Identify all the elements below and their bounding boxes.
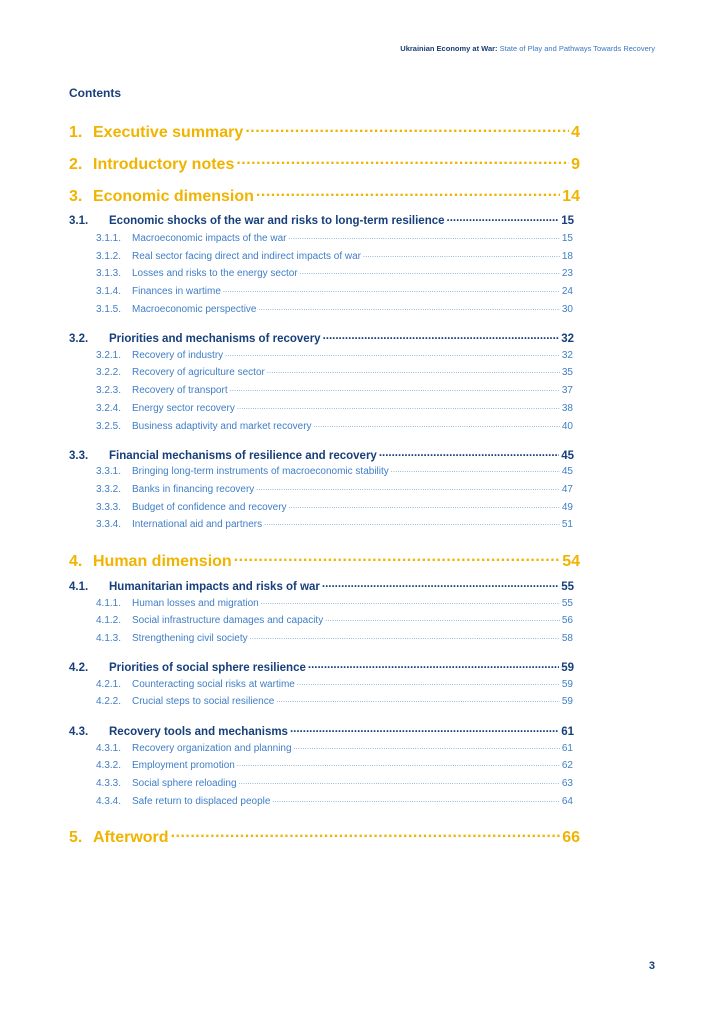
- toc-entry-title: Bringing long-term instruments of macroeconomic stability: [132, 466, 389, 477]
- toc-page-number: 62: [561, 760, 573, 771]
- leader-dots: [300, 269, 560, 276]
- toc-entry-title: Priorities and mechanisms of recovery: [109, 332, 321, 345]
- toc-entry-title: International aid and partners: [132, 519, 263, 530]
- toc-entry-3-3-4[interactable]: 3.3.4. International aid and partners ..... 51: [96, 519, 573, 530]
- toc-page-number: 63: [561, 778, 573, 789]
- toc-entry-title: Executive summary: [93, 124, 244, 141]
- toc-entry-3-1-4[interactable]: 3.1.4. Finances in wartime ..... 24: [96, 286, 573, 297]
- toc-entry-title: Introductory notes: [93, 156, 235, 173]
- toc-page-number: 32: [561, 350, 573, 361]
- toc-entry-3-2-1[interactable]: 3.2.1. Recovery of industry ..... 32: [96, 350, 573, 361]
- toc-entry-3-3-1[interactable]: 3.3.1. Bringing long-term instruments of macroeconomic stability ..... 45: [96, 466, 573, 477]
- toc-entry-economic-dimension[interactable]: 3. Economic dimension ..... 14: [69, 185, 580, 206]
- leader-dots: [308, 659, 559, 671]
- leader-dots: [447, 212, 560, 224]
- toc-entry-title: Crucial steps to social resilience: [132, 696, 275, 707]
- leader-dots: [325, 616, 560, 623]
- leader-dots: [237, 404, 560, 411]
- toc-page-number: 14: [562, 188, 580, 205]
- toc-page-number: 55: [561, 598, 573, 609]
- toc-page-number: 59: [561, 696, 573, 707]
- toc-page-number: 49: [561, 502, 573, 513]
- leader-dots: [267, 368, 560, 375]
- toc-entry-title: Humanitarian impacts and risks of war: [109, 580, 320, 593]
- toc-entry-title: Economic shocks of the war and risks to long-term resilience: [109, 214, 445, 227]
- toc-entry-title: Employment promotion: [132, 760, 235, 771]
- leader-dots: [223, 287, 560, 294]
- leader-dots: [363, 252, 560, 259]
- toc-entry-title: Counteracting social risks at wartime: [132, 679, 295, 690]
- toc-page-number: 47: [561, 484, 573, 495]
- toc-entry-4-3-1[interactable]: 4.3.1. Recovery organization and planning ..... 61: [96, 743, 573, 754]
- toc-page-number: 9: [571, 156, 580, 173]
- toc-entry-3-1-5[interactable]: 3.1.5. Macroeconomic perspective ..... 30: [96, 304, 573, 315]
- toc-page-number: 18: [561, 251, 573, 262]
- leader-dots: [379, 447, 559, 459]
- toc-entry-4-2-1[interactable]: 4.2.1. Counteracting social risks at wartime ..... 59: [96, 679, 573, 690]
- leader-dots: [391, 467, 560, 474]
- toc-entry-introductory-notes[interactable]: 2. Introductory notes ..... 9: [69, 153, 580, 174]
- toc-entry-title: Macroeconomic perspective: [132, 304, 257, 315]
- toc-page-number: 61: [561, 725, 574, 738]
- contents-heading: Contents: [69, 86, 121, 100]
- leader-dots: [256, 185, 560, 201]
- toc-entry-title: Strengthening civil society: [132, 633, 248, 644]
- page-number: 3: [648, 960, 655, 972]
- toc-entry-3-1-1[interactable]: 3.1.1. Macroeconomic impacts of the war ..... 15: [96, 233, 573, 244]
- toc-page-number: 54: [562, 553, 580, 570]
- toc-page-number: 35: [561, 367, 573, 378]
- toc-entry-human-dimension[interactable]: 4. Human dimension ..... 54: [69, 550, 580, 571]
- leader-dots: [322, 578, 559, 590]
- toc-page-number: 15: [561, 233, 573, 244]
- toc-entry-afterword[interactable]: 5. Afterword ..... 66: [69, 826, 580, 847]
- toc-page-number: 37: [561, 385, 573, 396]
- toc-entry-3-2-2[interactable]: 3.2.2. Recovery of agriculture sector ..... 35: [96, 367, 573, 378]
- toc-entry-4-3-4[interactable]: 4.3.4. Safe return to displaced people ..... 64: [96, 796, 573, 807]
- toc-entry-title: Banks in financing recovery: [132, 484, 255, 495]
- leader-dots: [264, 520, 560, 527]
- leader-dots: [276, 697, 560, 704]
- toc-entry-3-2-5[interactable]: 3.2.5. Business adaptivity and market recovery ..... 40: [96, 421, 573, 432]
- leader-dots: [250, 634, 560, 641]
- toc-entry-3-1-2[interactable]: 3.1.2. Real sector facing direct and indirect impacts of war ..... 18: [96, 251, 573, 262]
- toc-entry-title: Energy sector recovery: [132, 403, 235, 414]
- toc-entry-title: Human losses and migration: [132, 598, 259, 609]
- toc-page-number: 15: [561, 214, 574, 227]
- toc-entry-4-3-2[interactable]: 4.3.2. Employment promotion ..... 62: [96, 760, 573, 771]
- toc-entry-title: Social infrastructure damages and capacity: [132, 615, 324, 626]
- toc-entry-4-1-2[interactable]: 4.1.2. Social infrastructure damages and capacity ..... 56: [96, 615, 573, 626]
- toc-page-number: 61: [561, 743, 573, 754]
- toc-entry-title: Real sector facing direct and indirect impacts of war: [132, 251, 361, 262]
- toc-entry-title: Financial mechanisms of resilience and recovery: [109, 449, 377, 462]
- toc-entry-4-1[interactable]: 4.1. Humanitarian impacts and risks of war ..... 55: [69, 578, 574, 593]
- toc-entry-3-2-3[interactable]: 3.2.3. Recovery of transport ..... 37: [96, 385, 573, 396]
- leader-dots: [234, 550, 561, 566]
- toc-page-number: 4: [571, 124, 580, 141]
- toc-entry-title: Macroeconomic impacts of the war: [132, 233, 287, 244]
- toc-entry-3-3-3[interactable]: 3.3.3. Budget of confidence and recovery ..... 49: [96, 502, 573, 513]
- leader-dots: [259, 305, 560, 312]
- toc-page-number: 23: [561, 268, 573, 279]
- toc-entry-4-2[interactable]: 4.2. Priorities of social sphere resilience ..... 59: [69, 659, 574, 674]
- leader-dots: [297, 680, 560, 687]
- header-subtitle: State of Play and Pathways Towards Recovery: [499, 44, 655, 53]
- toc-entry-3-1[interactable]: 3.1. Economic shocks of the war and risks to long-term resilience ..... 15: [69, 212, 574, 227]
- leader-dots: [289, 503, 560, 510]
- toc-entry-title: Finances in wartime: [132, 286, 221, 297]
- leader-dots: [261, 599, 560, 606]
- leader-dots: [323, 330, 560, 342]
- toc-entry-4-1-3[interactable]: 4.1.3. Strengthening civil society ..... 58: [96, 633, 573, 644]
- toc-entry-title: Losses and risks to the energy sector: [132, 268, 298, 279]
- leader-dots: [239, 779, 560, 786]
- toc-page-number: 59: [561, 679, 573, 690]
- toc-page-number: 51: [561, 519, 573, 530]
- toc-entry-4-1-1[interactable]: 4.1.1. Human losses and migration ..... 55: [96, 598, 573, 609]
- toc-entry-title: Recovery of agriculture sector: [132, 367, 265, 378]
- toc-page-number: 24: [561, 286, 573, 297]
- toc-entry-title: Social sphere reloading: [132, 778, 237, 789]
- toc-entry-title: Human dimension: [93, 553, 232, 570]
- toc-entry-title: Priorities of social sphere resilience: [109, 661, 306, 674]
- toc-entry-title: Recovery tools and mechanisms: [109, 725, 288, 738]
- leader-dots: [272, 797, 559, 804]
- leader-dots: [289, 234, 560, 241]
- toc-entry-4-2-2[interactable]: 4.2.2. Crucial steps to social resilience ..... 59: [96, 696, 573, 707]
- toc-page-number: 45: [561, 449, 574, 462]
- toc-entry-4-3-3[interactable]: 4.3.3. Social sphere reloading ..... 63: [96, 778, 573, 789]
- toc-entry-3-3-2[interactable]: 3.3.2. Banks in financing recovery ..... 47: [96, 484, 573, 495]
- toc-entry-title: Budget of confidence and recovery: [132, 502, 287, 513]
- leader-dots: [225, 351, 560, 358]
- leader-dots: [314, 422, 560, 429]
- leader-dots: [294, 744, 560, 751]
- leader-dots: [237, 761, 560, 768]
- toc-entry-title: Afterword: [93, 829, 169, 846]
- running-header: [400, 44, 655, 53]
- toc-entry-title: Economic dimension: [93, 188, 254, 205]
- leader-dots: [256, 485, 560, 492]
- leader-dots: [230, 386, 560, 393]
- toc-entry-executive-summary[interactable]: 1. Executive summary ..... 4: [69, 121, 580, 142]
- toc-page-number: 40: [561, 421, 573, 432]
- toc-page-number: 55: [561, 580, 574, 593]
- toc-entry-3-2[interactable]: 3.2. Priorities and mechanisms of recovery ..... 32: [69, 330, 574, 345]
- leader-dots: [245, 121, 569, 137]
- toc-entry-title: Business adaptivity and market recovery: [132, 421, 312, 432]
- toc-page-number: 32: [561, 332, 574, 345]
- toc-page-number: 56: [561, 615, 573, 626]
- toc-entry-title: Recovery of industry: [132, 350, 224, 361]
- toc-page-number: 58: [561, 633, 573, 644]
- leader-dots: [236, 153, 569, 169]
- leader-dots: [290, 723, 559, 735]
- toc-page-number: 66: [562, 829, 580, 846]
- toc-page-number: 59: [561, 661, 574, 674]
- toc-entry-3-1-3[interactable]: 3.1.3. Losses and risks to the energy sector ..... 23: [96, 268, 573, 279]
- leader-dots: [171, 826, 561, 842]
- toc-page-number: 64: [561, 796, 573, 807]
- toc-page-number: 38: [561, 403, 573, 414]
- toc-entry-title: Safe return to displaced people: [132, 796, 271, 807]
- toc-entry-title: Recovery organization and planning: [132, 743, 292, 754]
- toc-entry-3-2-4[interactable]: 3.2.4. Energy sector recovery ..... 38: [96, 403, 573, 414]
- toc-entry-title: Recovery of transport: [132, 385, 228, 396]
- toc-page-number: 45: [561, 466, 573, 477]
- header-title-bold: Ukrainian Economy at War:: [400, 44, 498, 53]
- toc-entry-4-3[interactable]: 4.3. Recovery tools and mechanisms ..... 61: [69, 723, 574, 738]
- toc-entry-3-3[interactable]: 3.3. Financial mechanisms of resilience and recovery ..... 45: [69, 447, 574, 462]
- toc-page-number: 30: [561, 304, 573, 315]
